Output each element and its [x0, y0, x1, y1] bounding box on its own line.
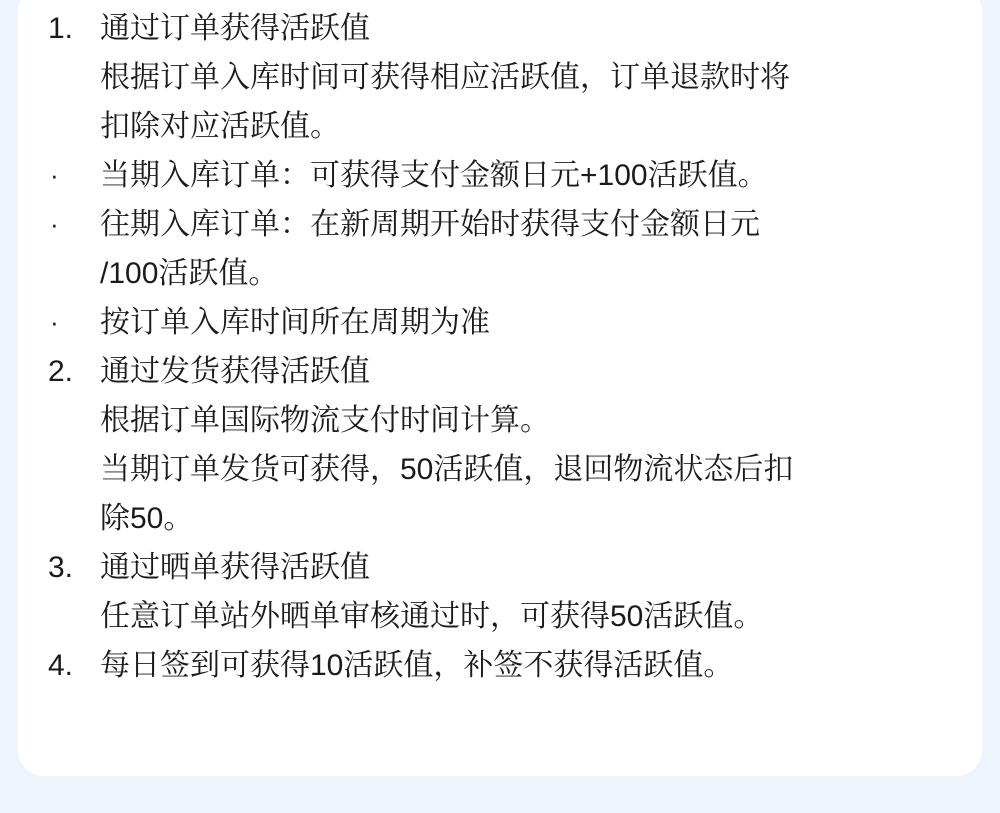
list-item: [48, 641, 952, 690]
body-line: 根据订单国际物流支付时间计算。: [100, 404, 550, 437]
list-item-title: 通过发货获得活跃值: [100, 355, 370, 388]
list-item: [48, 4, 952, 53]
body-line: 扣除对应活跃值。: [100, 110, 340, 143]
body-line: /100活跃值。: [100, 257, 279, 290]
body-line: 任意订单站外晒单审核通过时，可获得50活跃值。: [100, 600, 764, 633]
body-line: 往期入库订单：在新周期开始时获得支付金额日元: [100, 208, 760, 241]
list-item-title: 通过订单获得活跃值: [100, 12, 370, 45]
list-item: [48, 200, 952, 249]
body-line: 当期入库订单：可获得支付金额日元+100活跃值。: [100, 159, 768, 192]
body-line: 按订单入库时间所在周期为准: [100, 306, 490, 339]
list-marker: 1.: [48, 12, 74, 45]
list-item-body: [48, 249, 952, 298]
list-item-body: [48, 53, 952, 151]
list-item: [48, 151, 952, 200]
bullet-marker: ·: [50, 307, 59, 337]
bottom-spacer: [48, 690, 952, 700]
body-line: 当期订单发货可获得，50活跃值，退回物流状态后扣: [100, 453, 794, 486]
list-marker: 4.: [48, 649, 74, 682]
list-item: [48, 298, 952, 347]
list-item-body: [48, 592, 952, 641]
rules-card: [18, 0, 982, 776]
list-item-title: 每日签到可获得10活跃值，补签不获得活跃值。: [100, 649, 734, 682]
list-item: [48, 543, 952, 592]
list-item-title: 通过晒单获得活跃值: [100, 551, 370, 584]
list-item: [48, 347, 952, 396]
body-line: 根据订单入库时间可获得相应活跃值，订单退款时将: [100, 61, 790, 94]
list-marker: 2.: [48, 355, 74, 388]
bullet-marker: ·: [50, 209, 59, 239]
body-line: 除50。: [100, 502, 194, 535]
list-item-body: [48, 396, 952, 543]
list-marker: 3.: [48, 551, 74, 584]
rules-content: [48, 4, 952, 700]
bullet-marker: ·: [50, 160, 59, 190]
